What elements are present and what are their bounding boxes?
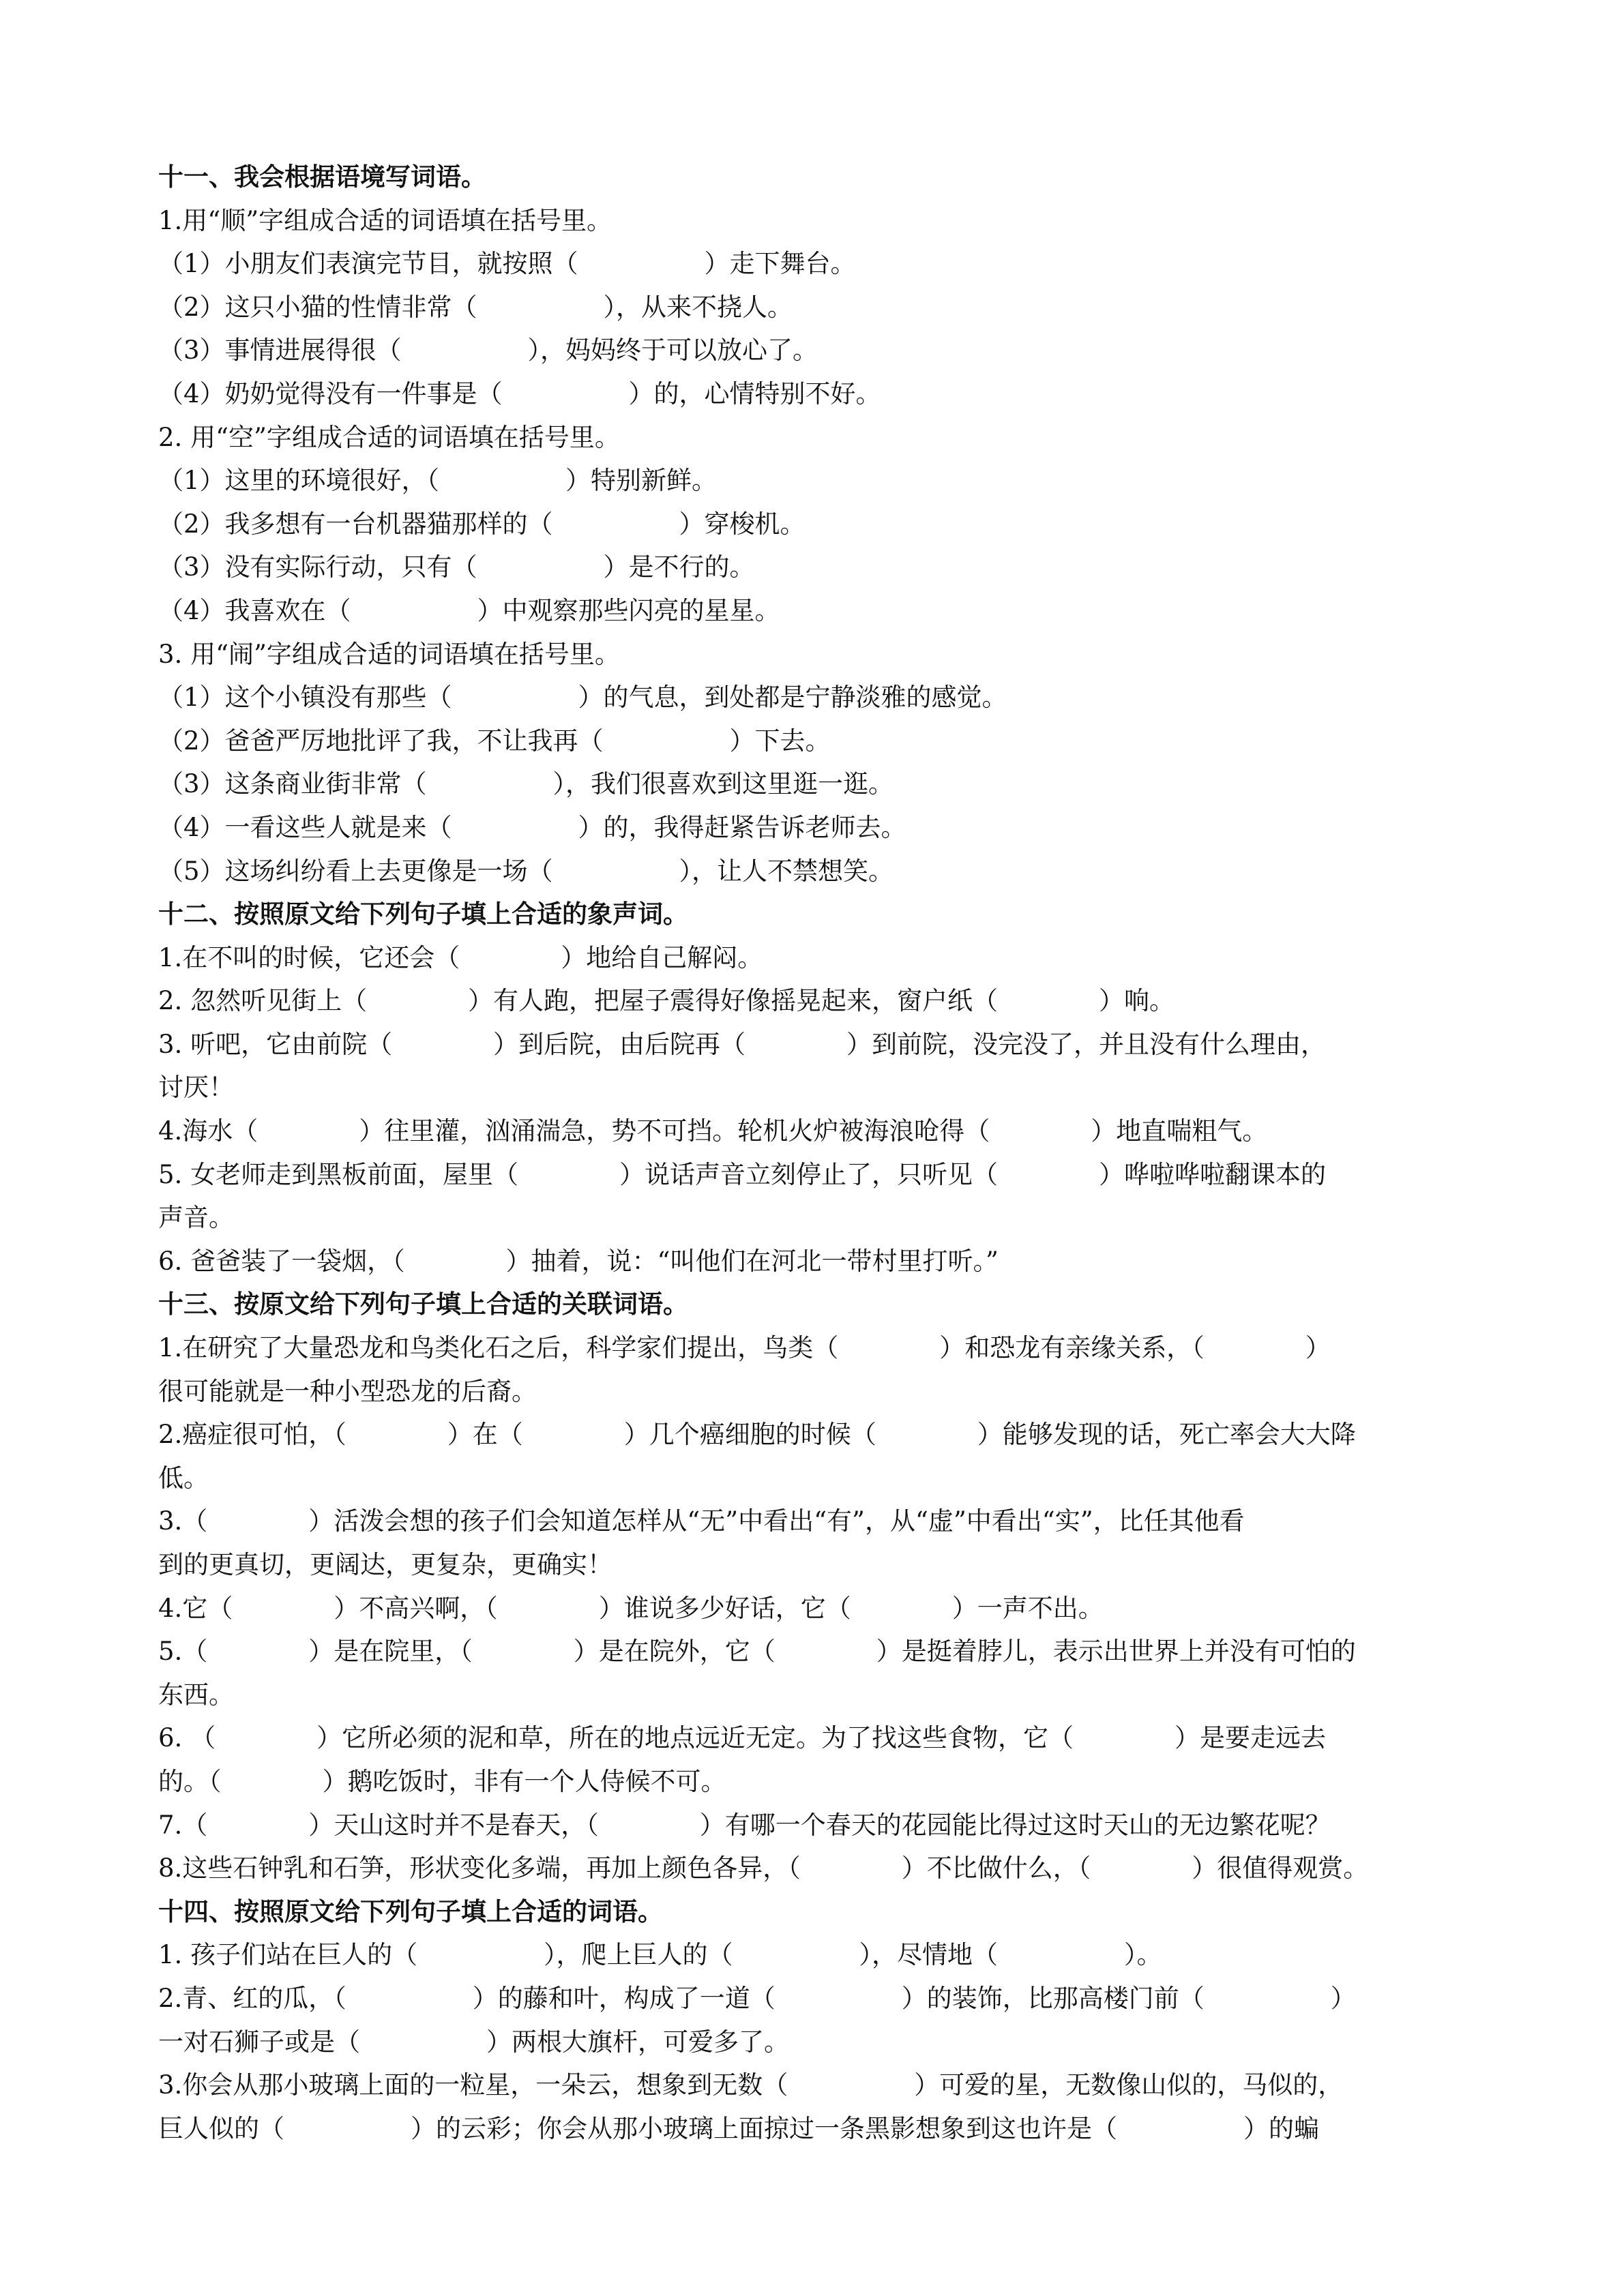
- worksheet-line: 8.这些石钟乳和石笋，形状变化多端，再加上颜色各异，（ ）不比做什么，（ ）很值得观赏。: [158, 1853, 1369, 1883]
- worksheet-line: 很可能就是一种小型恐龙的后裔。: [158, 1376, 537, 1406]
- worksheet-line: （1）这里的环境很好，（ ）特别新鲜。: [158, 466, 718, 496]
- section-heading: 十四、按照原文给下列句子填上合适的词语。: [158, 1896, 663, 1926]
- worksheet-line: （4）奶奶觉得没有一件事是（ ）的，心情特别不好。: [158, 378, 881, 408]
- worksheet-line: 巨人似的（ ）的云彩；你会从那小玻璃上面掠过一条黑影想象到这也许是（ ）的蝙: [158, 2113, 1319, 2143]
- worksheet-line: （2）我多想有一台机器猫那样的（ ）穿梭机。: [158, 509, 806, 539]
- worksheet-line: 3.（ ）活泼会想的孩子们会知道怎样从“无”中看出“有”，从“虚”中看出“实”，比任其他看: [158, 1506, 1245, 1536]
- worksheet-line: （2）这只小猫的性情非常（ ），从来不挠人。: [158, 292, 793, 322]
- worksheet-line: （3）事情进展得很（ ），妈妈终于可以放心了。: [158, 336, 818, 366]
- worksheet-line: 3. 听吧，它由前院（ ）到后院，由后院再（ ）到前院，没完没了，并且没有什么理由，: [158, 1029, 1327, 1059]
- worksheet-line: 2. 用“空”字组成合适的词语填在括号里。: [158, 422, 620, 452]
- worksheet-line: 的。（ ）鹅吃饭时，非有一个人侍候不可。: [158, 1766, 726, 1796]
- worksheet-line: 7.（ ）天山这时并不是春天，（ ）有哪一个春天的花园能比得过这时天山的无边繁花呢？: [158, 1810, 1331, 1840]
- section-heading: 十一、我会根据语境写词语。: [158, 162, 486, 192]
- worksheet-line: 讨厌！: [158, 1073, 234, 1103]
- worksheet-line: （5）这场纠纷看上去更像是一场（ ），让人不禁想笑。: [158, 856, 894, 886]
- worksheet-page: [158, 155, 1488, 2150]
- worksheet-line: 声音。: [158, 1203, 234, 1233]
- worksheet-line: 1.在不叫的时候，它还会（ ）地给自己解闷。: [158, 942, 763, 972]
- worksheet-line: 低。: [158, 1463, 209, 1493]
- worksheet-line: （3）没有实际行动，只有（ ）是不行的。: [158, 552, 755, 582]
- worksheet-line: （4）一看这些人就是来（ ）的，我得赶紧告诉老师去。: [158, 812, 906, 842]
- worksheet-line: 3. 用“闹”字组成合适的词语填在括号里。: [158, 639, 620, 669]
- section-heading: 十三、按原文给下列句子填上合适的关联词语。: [158, 1289, 688, 1320]
- section-heading: 十二、按照原文给下列句子填上合适的象声词。: [158, 899, 688, 929]
- worksheet-line: （4）我喜欢在（ ）中观察那些闪亮的星星。: [158, 595, 780, 625]
- worksheet-line: 4.它（ ）不高兴啊，（ ）谁说多少好话，它（ ）一声不出。: [158, 1593, 1104, 1623]
- worksheet-line: 6. （ ）它所必须的泥和草，所在的地点远近无定。为了找这些食物，它（ ）是要走远去: [158, 1723, 1327, 1753]
- worksheet-line: 6. 爸爸装了一袋烟，（ ）抽着，说：“叫他们在河北一带村里打听。”: [158, 1246, 999, 1276]
- worksheet-line: （1）小朋友们表演完节目，就按照（ ）走下舞台。: [158, 249, 856, 279]
- worksheet-line: 1. 孩子们站在巨人的（ ），爬上巨人的（ ），尽情地（ ）。: [158, 1940, 1162, 1970]
- worksheet-line: 东西。: [158, 1680, 234, 1710]
- worksheet-line: 5.（ ）是在院里，（ ）是在院外，它（ ）是挺着脖儿，表示出世界上并没有可怕的: [158, 1637, 1356, 1667]
- worksheet-line: 一对石狮子或是（ ）两根大旗杆，可爱多了。: [158, 2027, 789, 2057]
- worksheet-line: （3）这条商业街非常（ ），我们很喜欢到这里逛一逛。: [158, 769, 894, 799]
- worksheet-line: 2.癌症很可怕，（ ）在（ ）几个癌细胞的时候（ ）能够发现的话，死亡率会大大降: [158, 1420, 1356, 1450]
- worksheet-line: 1.用“顺”字组成合适的词语填在括号里。: [158, 205, 612, 235]
- worksheet-line: 5. 女老师走到黑板前面，屋里（ ）说话声音立刻停止了，只听见（ ）哗啦哗啦翻课本的: [158, 1159, 1327, 1189]
- worksheet-line: 2. 忽然听见街上（ ）有人跑，把屋子震得好像摇晃起来，窗户纸（ ）响。: [158, 986, 1175, 1016]
- worksheet-line: 3.你会从那小玻璃上面的一粒星，一朵云，想象到无数（ ）可爱的星，无数像山似的，马似的，: [158, 2070, 1344, 2100]
- worksheet-line: 2.青、红的瓜，（ ）的藤和叶，构成了一道（ ）的装饰，比那高楼门前（ ）: [158, 1983, 1356, 2013]
- worksheet-line: 1.在研究了大量恐龙和鸟类化石之后，科学家们提出，鸟类（ ）和恐龙有亲缘关系，（ ）: [158, 1333, 1331, 1363]
- worksheet-line: （1）这个小镇没有那些（ ）的气息，到处都是宁静淡雅的感觉。: [158, 683, 1007, 713]
- worksheet-line: 4.海水（ ）往里灌，汹涌湍急，势不可挡。轮机火炉被海浪呛得（ ）地直喘粗气。: [158, 1116, 1268, 1146]
- worksheet-line: 到的更真切，更阔达，更复杂，更确实！: [158, 1550, 612, 1579]
- worksheet-line: （2）爸爸严厉地批评了我，不让我再（ ）下去。: [158, 726, 831, 756]
